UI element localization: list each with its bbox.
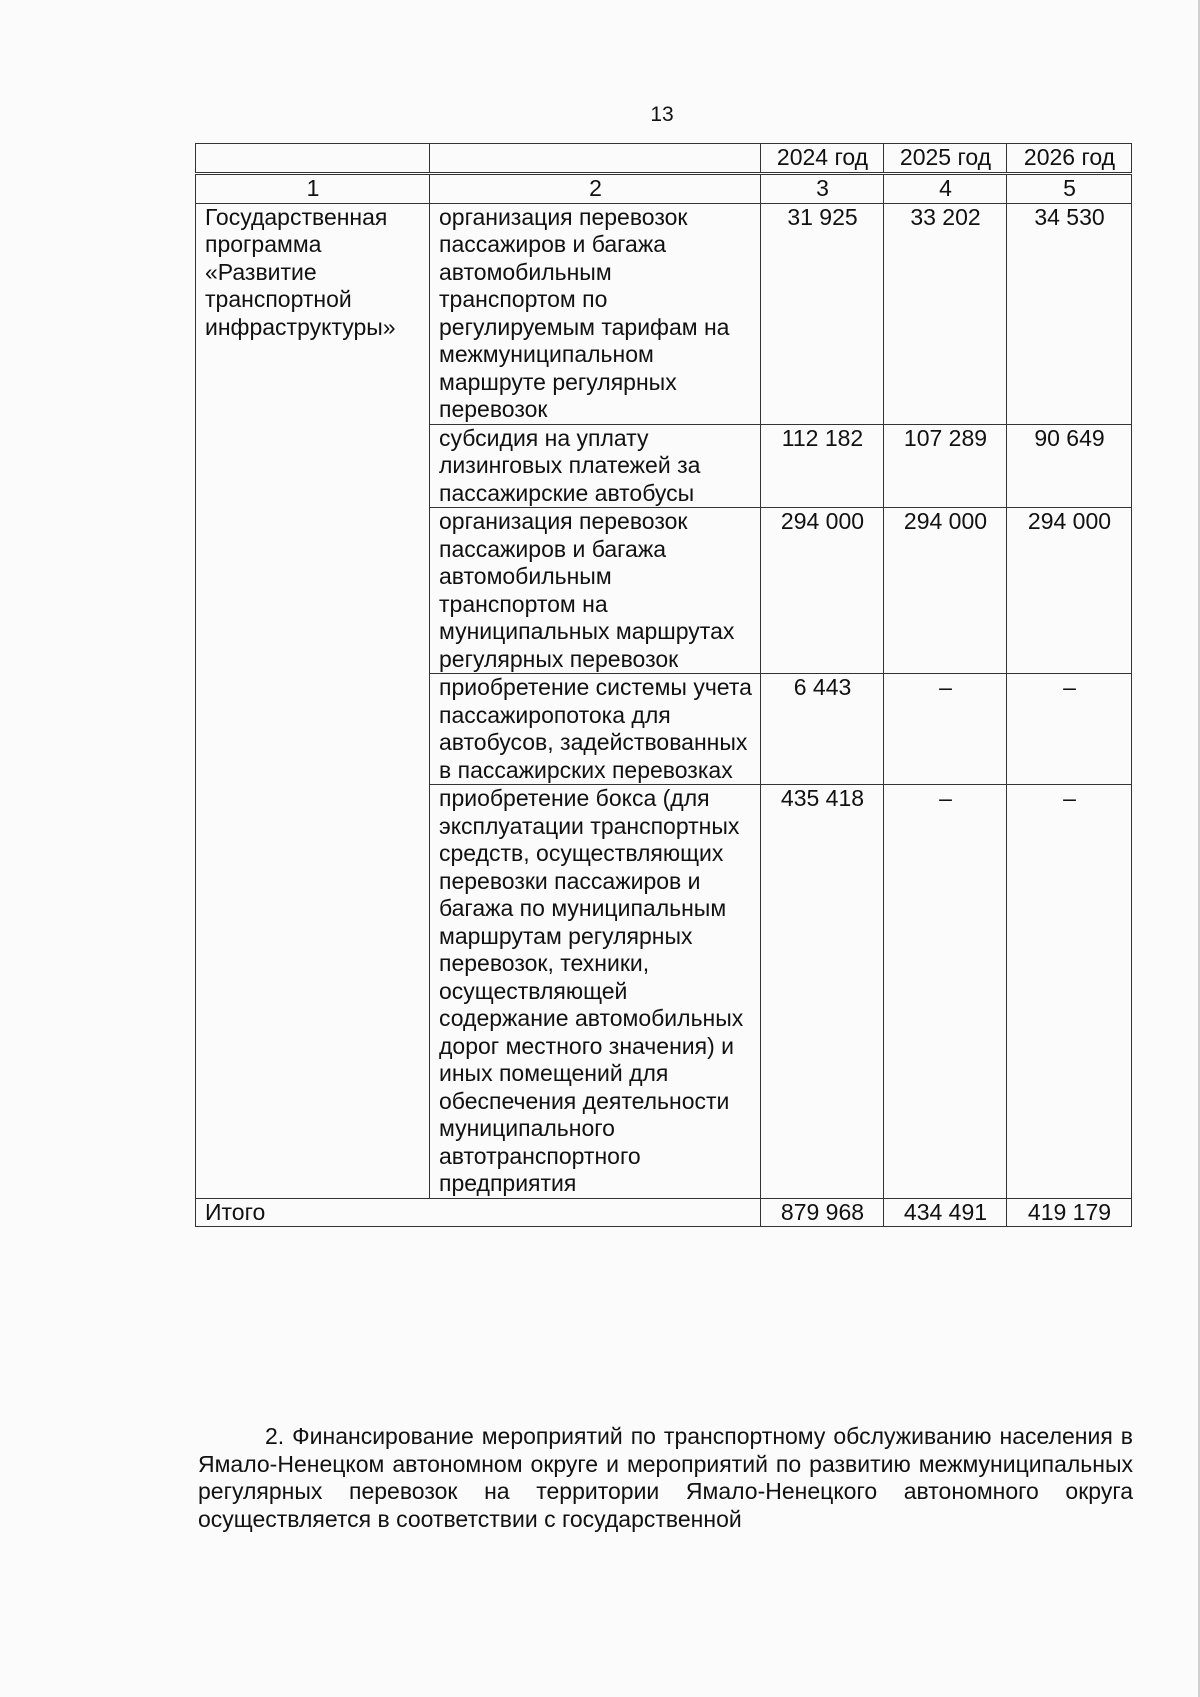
value-2025: 33 202 <box>884 203 1007 424</box>
total-2025: 434 491 <box>884 1198 1007 1227</box>
table-row <box>196 203 1132 424</box>
body-paragraph <box>198 1423 1133 1533</box>
total-2024: 879 968 <box>761 1198 884 1227</box>
year-header-row <box>196 144 1132 174</box>
column-index: 4 <box>884 174 1007 204</box>
paragraph-text: 2. Финансирование мероприятий по транспортному обслуживанию населения в Ямало-Ненецком автономном округе и мероприятий по развитию межмуниципальных регулярных перевозок на территории Ямало-Ненецкого автономного округа осуществляется в соответствии с государственной <box>198 1423 1133 1532</box>
budget-table <box>195 143 1132 1227</box>
program-name: Государственная программа «Развитие транспортной инфраструктуры» <box>196 203 430 1198</box>
value-2025: 294 000 <box>884 508 1007 674</box>
activity-cell: субсидия на уплату лизинговых платежей за пассажирские автобусы <box>430 424 761 508</box>
value-2025: – <box>884 674 1007 785</box>
value-2024: 112 182 <box>761 424 884 508</box>
total-label: Итого <box>196 1198 761 1227</box>
total-row <box>196 1198 1132 1227</box>
year-header: 2026 год <box>1007 144 1132 174</box>
value-2024: 6 443 <box>761 674 884 785</box>
total-2026: 419 179 <box>1007 1198 1132 1227</box>
value-2024: 31 925 <box>761 203 884 424</box>
activity-cell: приобретение системы учета пассажиропотока для автобусов, задействованных в пассажирских перевозках <box>430 674 761 785</box>
activity-cell: организация перевозок пассажиров и багажа автомобильным транспортом на муниципальных маршрутах регулярных перевозок <box>430 508 761 674</box>
column-index: 5 <box>1007 174 1132 204</box>
header-blank-cell <box>196 144 430 174</box>
activity-cell: организация перевозок пассажиров и багажа автомобильным транспортом по регулируемым тарифам на межмуниципальном маршруте регулярных перевозок <box>430 203 761 424</box>
year-header: 2024 год <box>761 144 884 174</box>
column-index-row <box>196 174 1132 204</box>
column-index: 2 <box>430 174 761 204</box>
value-2026: 294 000 <box>1007 508 1132 674</box>
value-2025: – <box>884 785 1007 1199</box>
page-number: 13 <box>650 103 674 126</box>
value-2026: 90 649 <box>1007 424 1132 508</box>
activity-cell: приобретение бокса (для эксплуатации транспортных средств, осуществляющих перевозки пассажиров и багажа по муниципальным маршрутам регулярных перевозок, техники, осуществляющей содержание автомобильных дорог местного значения) и иных помещений для обеспечения деятельности муниципального автотранспортного предприятия <box>430 785 761 1199</box>
value-2024: 435 418 <box>761 785 884 1199</box>
value-2026: – <box>1007 674 1132 785</box>
header-blank-cell <box>430 144 761 174</box>
value-2026: – <box>1007 785 1132 1199</box>
year-header: 2025 год <box>884 144 1007 174</box>
value-2026: 34 530 <box>1007 203 1132 424</box>
value-2025: 107 289 <box>884 424 1007 508</box>
column-index: 3 <box>761 174 884 204</box>
column-index: 1 <box>196 174 430 204</box>
value-2024: 294 000 <box>761 508 884 674</box>
